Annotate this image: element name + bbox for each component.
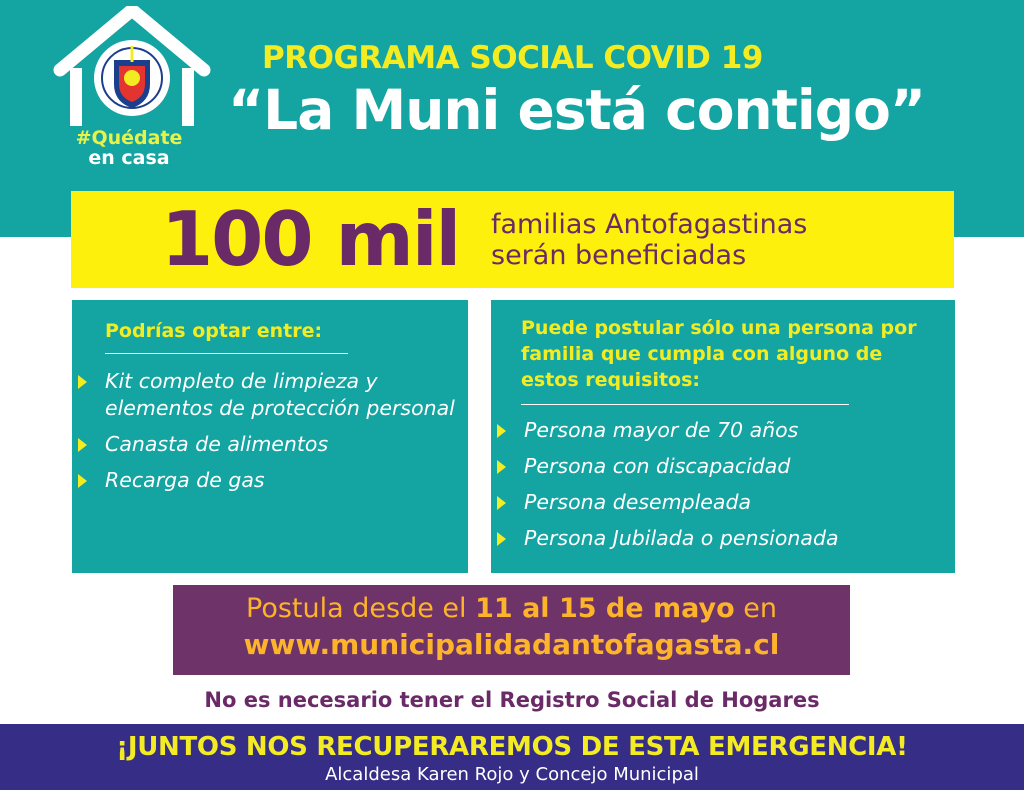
options-divider bbox=[105, 353, 348, 354]
application-dates bbox=[173, 593, 850, 625]
footer-band bbox=[0, 724, 1024, 790]
bullet-arrow-icon bbox=[497, 460, 506, 474]
footer-slogan: ¡JUNTOS NOS RECUPERAREMOS DE ESTA EMERGENCIA! bbox=[116, 732, 908, 762]
hashtag-line-2: en casa bbox=[88, 147, 170, 169]
stay-home-hashtag bbox=[64, 128, 194, 168]
bullet-arrow-icon bbox=[497, 424, 506, 438]
highlight-band bbox=[71, 191, 954, 288]
application-date-range: 11 al 15 de mayo bbox=[475, 593, 735, 624]
requirement-item bbox=[497, 525, 947, 552]
application-suffix: en bbox=[734, 593, 777, 624]
requirements-list bbox=[497, 417, 947, 561]
requirement-item bbox=[497, 453, 947, 480]
bullet-arrow-icon bbox=[78, 375, 87, 389]
requirement-item bbox=[497, 417, 947, 444]
bullet-arrow-icon bbox=[497, 496, 506, 510]
options-panel bbox=[72, 300, 468, 573]
requirement-text: Persona Jubilada o pensionada bbox=[524, 526, 839, 550]
requirement-text: Persona desempleada bbox=[524, 490, 752, 514]
option-item bbox=[78, 431, 458, 458]
option-text: Recarga de gas bbox=[105, 468, 265, 492]
requirement-text: Persona mayor de 70 años bbox=[524, 418, 799, 442]
bullet-arrow-icon bbox=[78, 438, 87, 452]
requirement-text: Persona con discapacidad bbox=[524, 454, 791, 478]
options-list bbox=[78, 368, 458, 503]
options-title: Podrías optar entre: bbox=[105, 320, 323, 342]
requirements-divider bbox=[521, 404, 849, 405]
slogan: “La Muni está contigo” bbox=[228, 78, 926, 142]
hashtag-line-1: #Quédate bbox=[75, 127, 183, 149]
option-item bbox=[78, 467, 458, 494]
option-text: Canasta de alimentos bbox=[105, 432, 329, 456]
application-prefix: Postula desde el bbox=[246, 593, 476, 624]
bullet-arrow-icon bbox=[78, 474, 87, 488]
bullet-arrow-icon bbox=[497, 532, 506, 546]
option-item bbox=[78, 368, 458, 422]
requirements-title: Puede postular sólo una persona por familia que cumpla con alguno de estos requisitos: bbox=[521, 317, 917, 391]
beneficiaries-line-2: serán beneficiadas bbox=[491, 240, 747, 271]
footer-signature: Alcaldesa Karen Rojo y Concejo Municipal bbox=[325, 764, 699, 785]
registry-notice: No es necesario tener el Registro Social de Hogares bbox=[204, 688, 820, 712]
application-box bbox=[173, 585, 850, 675]
program-title: PROGRAMA SOCIAL COVID 19 bbox=[262, 40, 763, 76]
application-url[interactable]: www.municipalidadantofagasta.cl bbox=[243, 628, 780, 661]
beneficiaries-line-1: familias Antofagastinas bbox=[491, 209, 808, 240]
requirement-item bbox=[497, 489, 947, 516]
beneficiaries-text bbox=[491, 209, 807, 271]
requirements-panel bbox=[491, 300, 955, 573]
beneficiaries-number: 100 mil bbox=[161, 195, 460, 283]
option-text: Kit completo de limpieza y elementos de protección personal bbox=[105, 369, 455, 420]
